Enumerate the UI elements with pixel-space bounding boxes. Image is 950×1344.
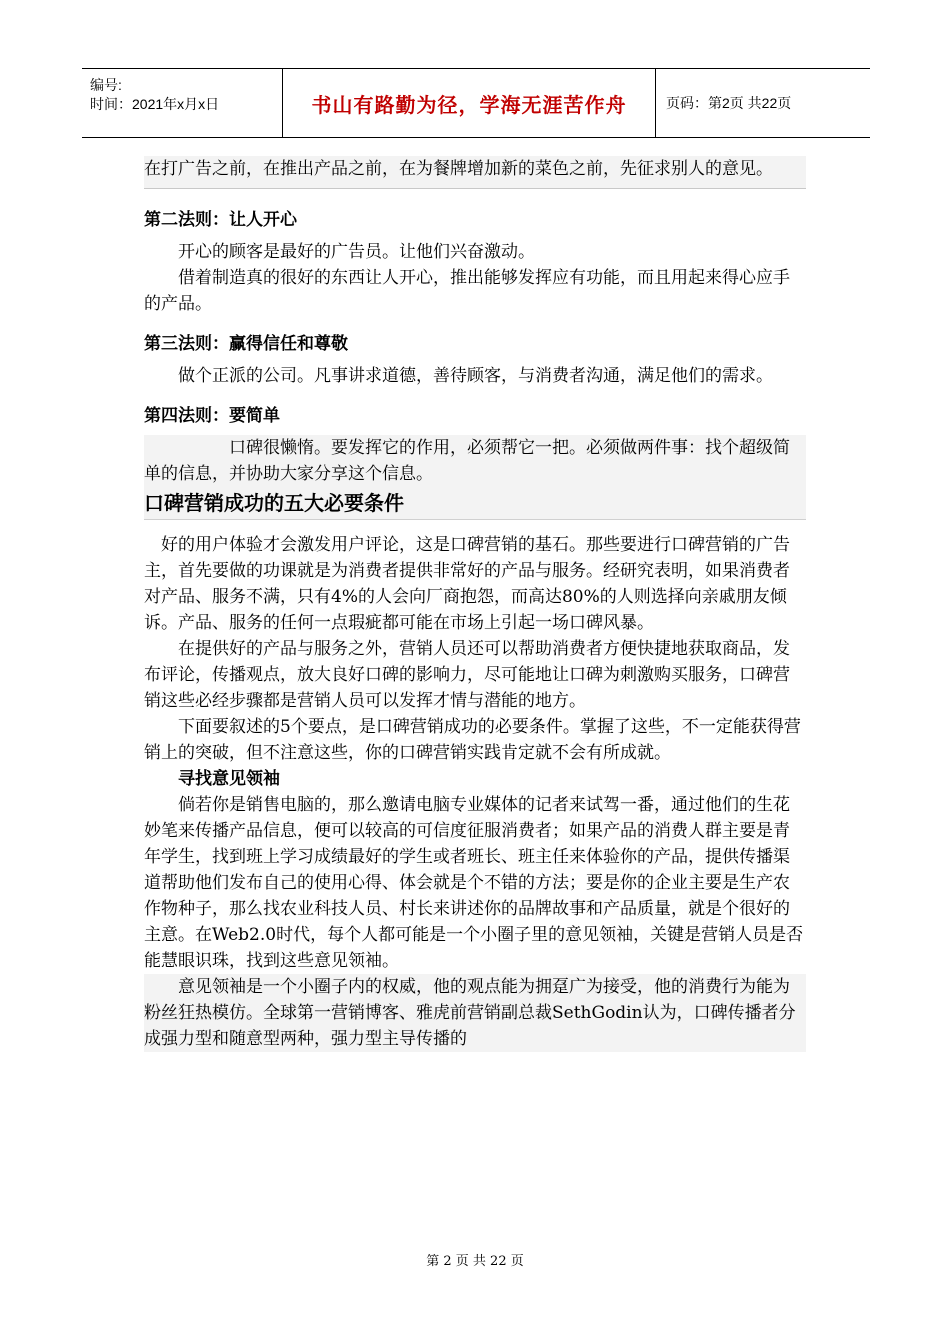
subsection-paragraph-2: 意见领袖是一个小圈子内的权威，他的观点能为拥趸广为接受，他的消费行为能为粉丝狂热模仿。全球第一营销博客、雅虎前营销副总裁SethGodin认为，口碑传播者分成强力型和随意型两种，强力型主导传播的 (144, 974, 806, 1052)
rule3-heading: 第三法则：赢得信任和尊敬 (144, 334, 348, 354)
section-paragraph-1: 好的用户体验才会激发用户评论，这是口碑营销的基石。那些要进行口碑营销的广告主，首先要做的功课就是为消费者提供非常好的产品与服务。经研究表明，如果消费者对产品、服务不满，只有4%的人会向厂商抱怨，而高达80%的人则选择向亲戚朋友倾诉。产品、服务的任何一点瑕疵都可能在市场上引起一场口碑风暴。 (144, 535, 790, 633)
header-info-cell (82, 69, 283, 137)
document-body (144, 156, 806, 1052)
header-table (82, 68, 870, 138)
motto: 书山有路勤为径，学海无涯苦作舟 (311, 92, 627, 117)
header-page-cell (656, 69, 870, 137)
rule4-paragraph-1: 口碑很懒惰。要发挥它的作用，必须帮它一把。必须做两件事：找个超级简单的信息，并协助大家分享这个信息。 (144, 435, 806, 487)
section-paragraph-2: 在提供好的产品与服务之外，营销人员还可以帮助消费者方便快捷地获取商品，发布评论，传播观点，放大良好口碑的影响力，尽可能地让口碑为刺激购买服务，口碑营销这些必经步骤都是营销人员可以发挥才情与潜能的地方。 (144, 639, 790, 711)
subsection-heading: 寻找意见领袖 (178, 769, 280, 789)
section-title: 口碑营销成功的五大必要条件 (144, 487, 806, 520)
number-label: 编号: (90, 77, 122, 93)
rule4-heading: 第四法则：要简单 (144, 406, 280, 426)
header-motto-cell (283, 69, 656, 137)
rule2-paragraph-2: 借着制造真的很好的东西让人开心，推出能够发挥应有功能，而且用起来得心应手的产品。 (144, 268, 790, 314)
intro-paragraph: 在打广告之前，在推出产品之前，在为餐牌增加新的菜色之前，先征求别人的意见。 (144, 156, 806, 189)
page-label: 页码：第2页 共22页 (666, 95, 792, 111)
section-paragraph-3: 下面要叙述的5个要点，是口碑营销成功的必要条件。掌握了这些，不一定能获得营销上的突破，但不注意这些，你的口碑营销实践肯定就不会有所成就。 (144, 717, 801, 763)
rule3-paragraph-1: 做个正派的公司。凡事讲求道德，善待顾客，与消费者沟通，满足他们的需求。 (178, 366, 773, 386)
subsection-paragraph-1: 倘若你是销售电脑的，那么邀请电脑专业媒体的记者来试驾一番，通过他们的生花妙笔来传播产品信息，便可以较高的可信度征服消费者；如果产品的消费人群主要是青年学生，找到班上学习成绩最好的学生或者班长、班主任来体验你的产品，提供传播渠道帮助他们发布自己的使用心得、体会就是个不错的方法；要是你的企业主要是生产农作物种子，那么找农业科技人员、村长来讲述你的品牌故事和产品质量，就是个很好的主意。在Web2.0时代，每个人都可能是一个小圈子里的意见领袖，关键是营销人员是否能慧眼识珠，找到这些意见领袖。 (144, 795, 804, 971)
date-label: 时间：2021年x月x日 (90, 96, 220, 112)
page-footer: 第 2 页 共 22 页 (426, 1254, 524, 1269)
rule2-heading: 第二法则：让人开心 (144, 210, 297, 230)
rule2-paragraph-1: 开心的顾客是最好的广告员。让他们兴奋激动。 (178, 242, 535, 262)
